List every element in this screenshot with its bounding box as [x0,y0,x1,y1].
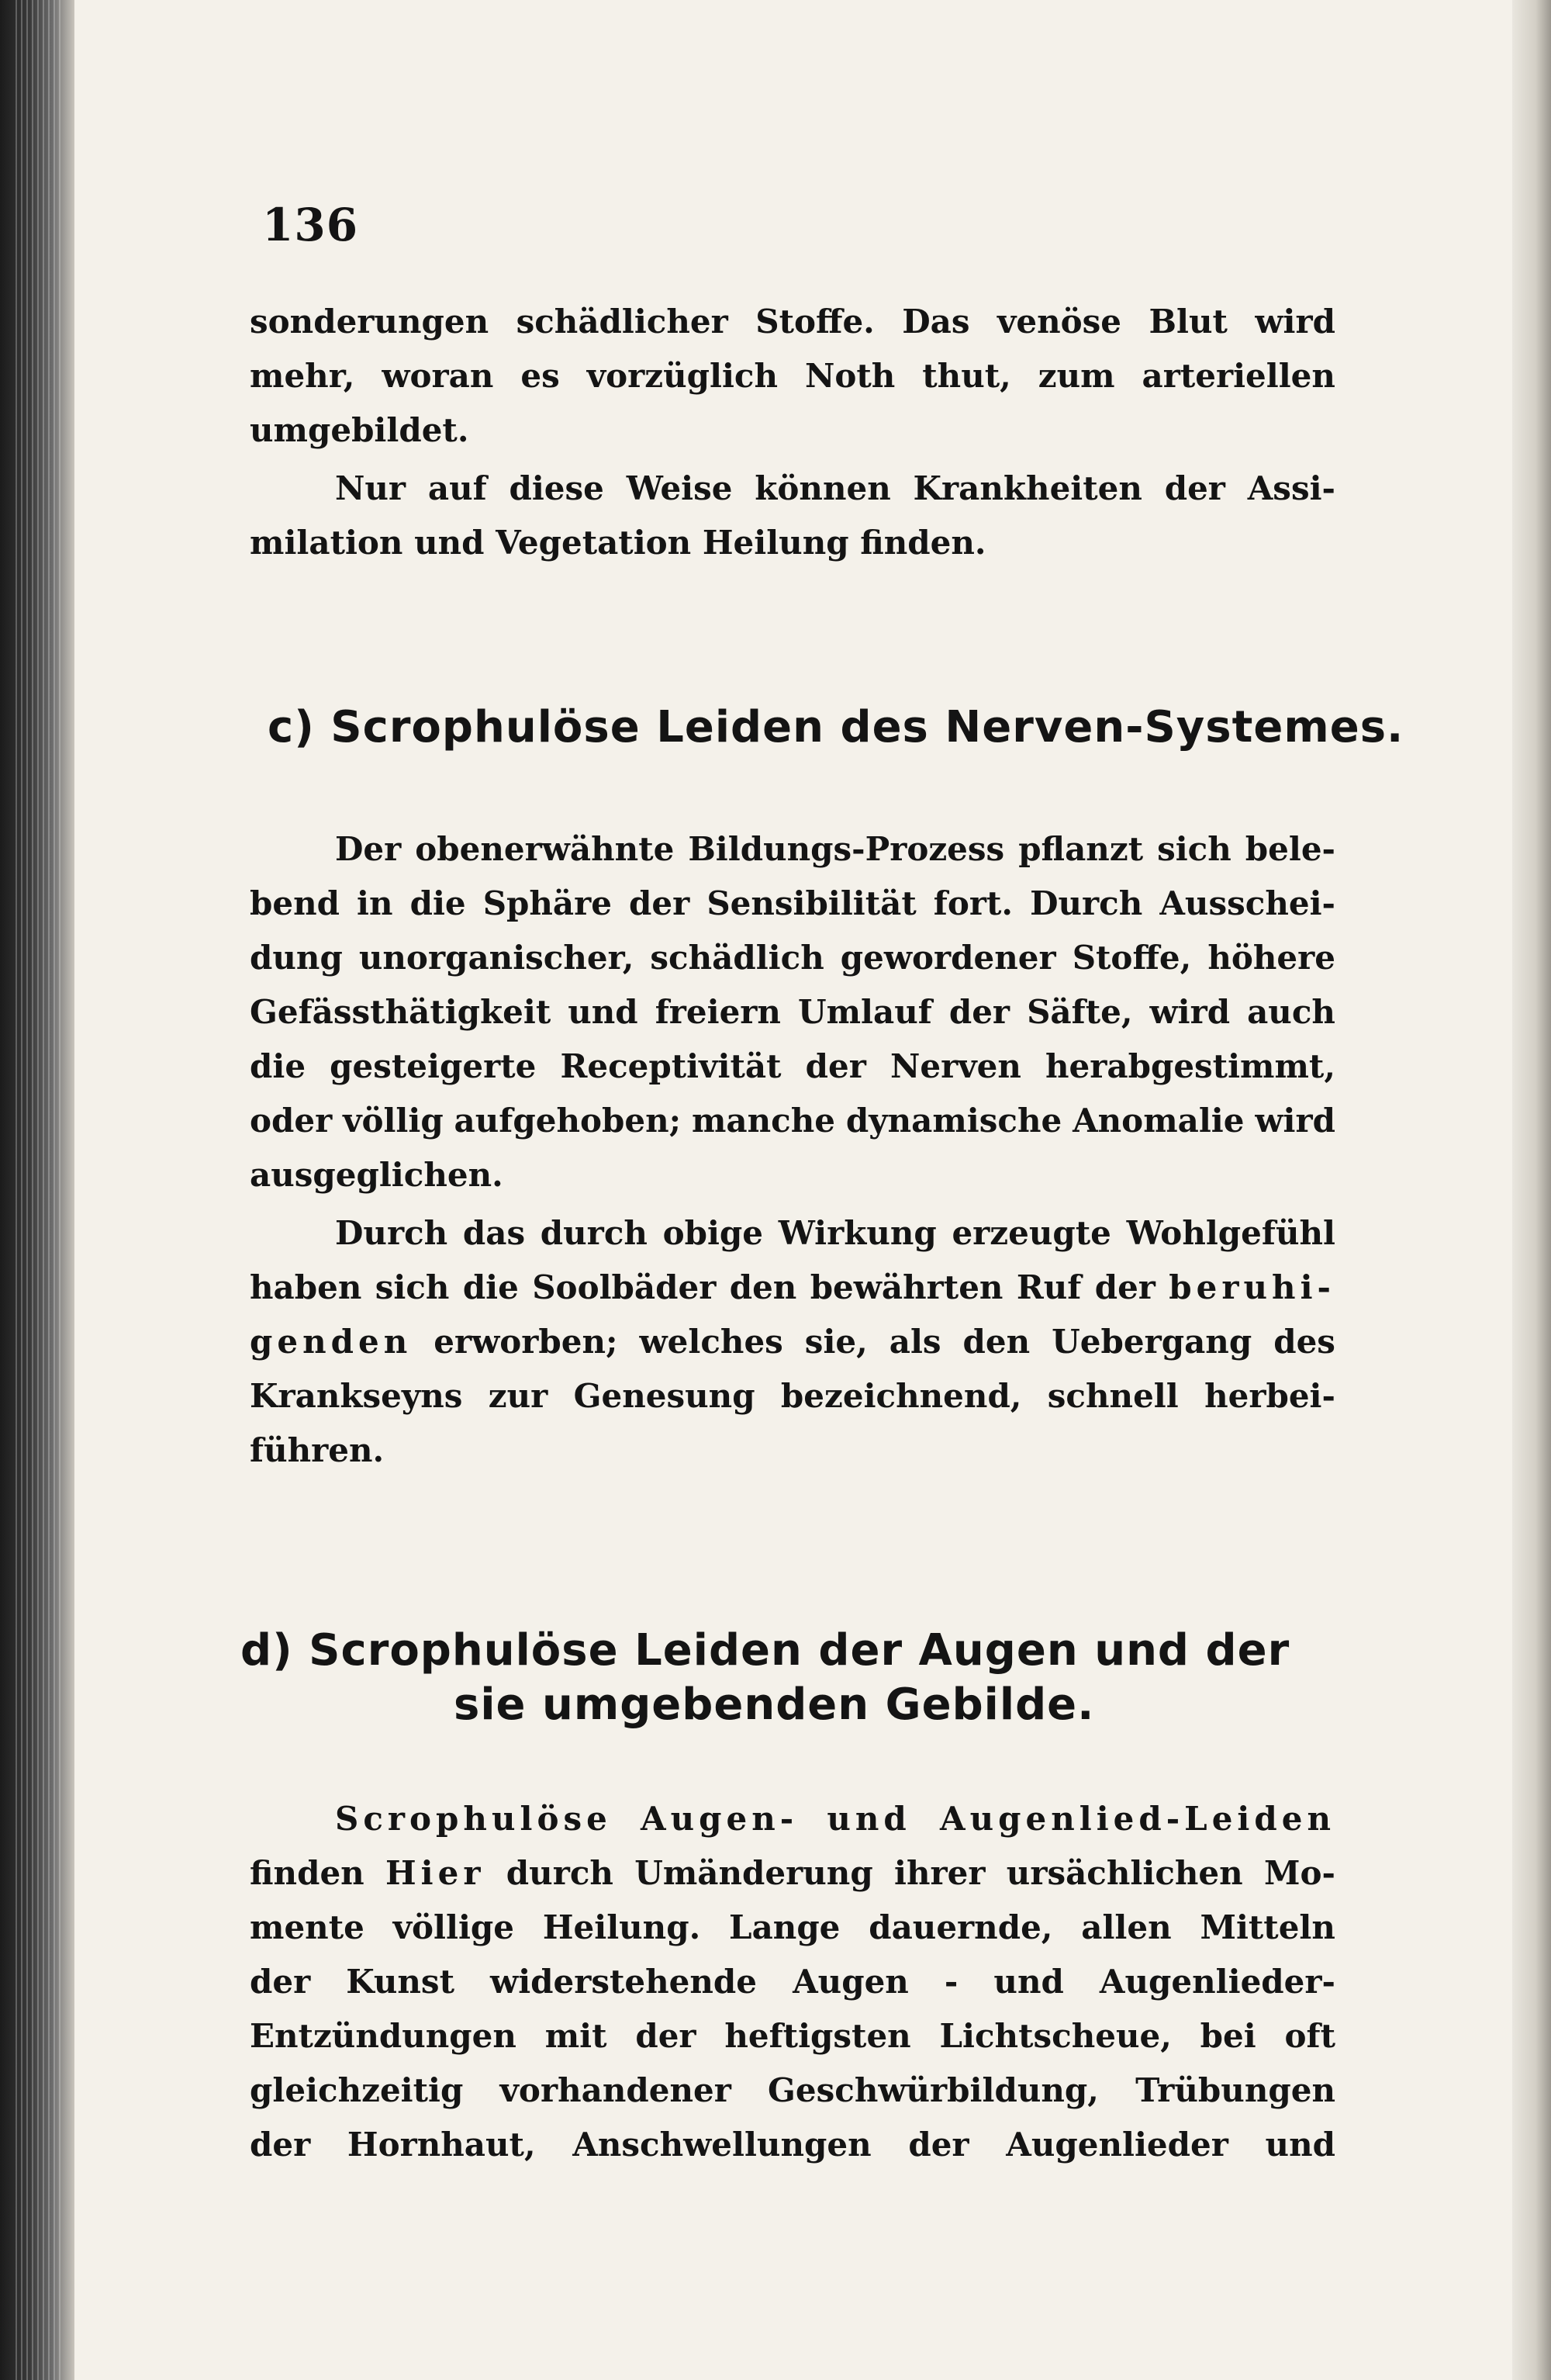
section-heading-d: d) Scrophulöse Leiden der Augen und der [240,1625,1290,1676]
text-line: bend in die Sphäre der Sensibilität fort. Durch Ausschei- [250,884,1335,922]
page-text-block [225,186,1404,2234]
section-heading-c: c) Scrophulöse Leiden des Nerven-Systemes. [268,702,1404,752]
page-stack-edges [16,0,62,2380]
right-page-edge [1512,0,1551,2380]
text-line: genden erworben; welches sie, als den Uebergang des [250,1323,1335,1361]
text-line: Gefässthätigkeit und freiern Umlauf der Säfte, wird auch [250,993,1335,1031]
text-line: Der obenerwähnte Bildungs-Prozess pflanzt sich bele- [335,830,1335,868]
text-line: ausgeglichen. [250,1156,503,1194]
page-number: 136 [262,199,359,251]
text-line: oder völlig aufgehoben; manche dynamische Anomalie wird [250,1102,1335,1140]
text-line: Scrophulöse Augen- und Augenlied-Leiden [335,1800,1335,1838]
text-line: milation und Vegetation Heilung finden. [250,524,986,562]
text-line: mente völlige Heilung. Lange dauernde, allen Mitteln [250,1908,1335,1946]
text-line: der Kunst widerstehende Augen - und Augenlieder- [250,1963,1335,2001]
text-line: Durch das durch obige Wirkung erzeugte Wohlgefühl [335,1214,1335,1252]
text-line: Krankseyns zur Genesung bezeichnend, schnell herbei- [250,1377,1335,1415]
text-line: sonderungen schädlicher Stoffe. Das venöse Blut wird [250,303,1335,341]
text-line: gleichzeitig vorhandener Geschwürbildung, Trübungen [250,2071,1335,2109]
text-line: dung unorganischer, schädlich gewordener Stoffe, höhere [250,939,1335,977]
text-line: führen. [250,1431,385,1469]
section-heading-d-continued: sie umgebenden Gebilde. [454,1679,1095,1730]
text-line: haben sich die Soolbäder den bewährten Ruf der beruhi- [250,1268,1335,1306]
text-line: finden Hier durch Umänderung ihrer ursächlichen Mo- [250,1854,1335,1892]
text-line: umgebildet. [250,411,469,449]
text-line: mehr, woran es vorzüglich Noth thut, zum arteriellen [250,357,1335,395]
text-line: die gesteigerte Receptivität der Nerven herabgestimmt, [250,1047,1335,1085]
text-line: der Hornhaut, Anschwellungen der Augenlieder und [250,2126,1335,2164]
text-line: Entzündungen mit der heftigsten Lichtscheue, bei oft [250,2017,1335,2055]
text-line: Nur auf diese Weise können Krankheiten der Assi- [335,469,1335,507]
